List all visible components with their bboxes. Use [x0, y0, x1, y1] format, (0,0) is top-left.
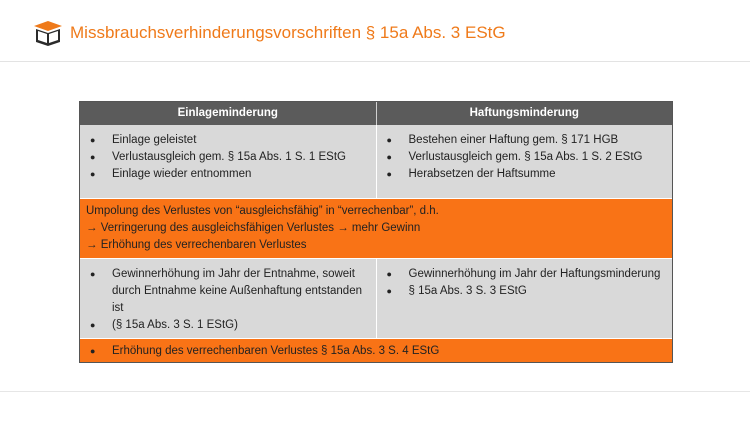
column-header-einlageminderung: Einlageminderung [80, 102, 376, 125]
column-header-haftungsminderung: Haftungsminderung [376, 102, 673, 125]
book-logo-icon [32, 20, 64, 48]
table-row-effects [80, 259, 672, 338]
list-item: ● (§ 15a Abs. 3 S. 1 EStG) [90, 317, 368, 334]
cell-effects-left [80, 259, 376, 338]
footer-divider [0, 391, 750, 392]
consequence-line: → Verringerung des ausgleichsfähigen Verlustes → mehr Gewinn [86, 222, 421, 234]
consequence-line: → Erhöhung des verrechenbaren Verlustes [86, 239, 307, 251]
cell-effects-right [376, 259, 673, 338]
table-row-consequence [80, 198, 672, 259]
list-item: ● Verlustausgleich gem. § 15a Abs. 1 S. 2 EStG [387, 149, 665, 166]
table-header-row [80, 102, 672, 125]
list-item: ● Erhöhung des verrechenbaren Verlustes § 15a Abs. 3 S. 4 EStG [90, 343, 662, 359]
list-item: ● Gewinnerhöhung im Jahr der Haftungsminderung [387, 266, 665, 283]
list-item: ● Herabsetzen der Haftsumme [387, 166, 665, 183]
comparison-table [79, 101, 673, 363]
list-item: ● Verlustausgleich gem. § 15a Abs. 1 S. 1 EStG [90, 149, 368, 166]
cell-conditions-right [376, 125, 673, 198]
consequence-line: Umpolung des Verlustes von “ausgleichsfähig” in “verrechenbar”, d.h. [86, 205, 439, 217]
cell-conditions-left [80, 125, 376, 198]
table-row-summary [80, 338, 672, 362]
list-item: ● Einlage wieder entnommen [90, 166, 368, 183]
page-header [0, 0, 750, 62]
page-title: Missbrauchsverhinderungsvorschriften § 15a Abs. 3 EStG [70, 23, 506, 42]
table-row-conditions [80, 125, 672, 198]
list-item: ● Bestehen einer Haftung gem. § 171 HGB [387, 132, 665, 149]
list-item: ● Einlage geleistet [90, 132, 368, 149]
list-item: ● Gewinnerhöhung im Jahr der Entnahme, soweit durch Entnahme keine Außenhaftung entstanden ist [90, 266, 368, 317]
list-item: ● § 15a Abs. 3 S. 3 EStG [387, 283, 665, 300]
